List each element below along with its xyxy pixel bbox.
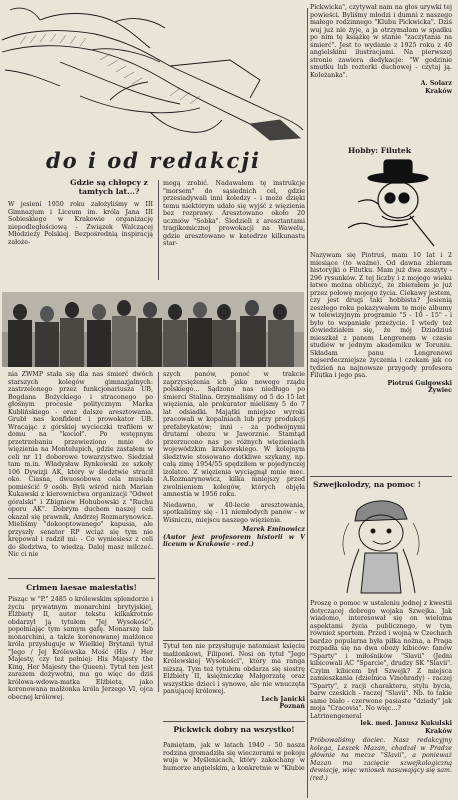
szwejk-headline: Szwejkolodzy, na pomoc !	[313, 480, 421, 489]
crimen-text: Pisząc w "P." 2485 o królewskim splendorze i życiu prywatnym monarchini brytyjskiej, Elżbiety II, autor tekstu kilkakrotnie obdarzył ją tytułem "Jej Wysokość", popełniając tym samym gafę. Monarszę lub monarchini, a także koronowanej małżonce króla przysługuje w Wielkiej Brytanii tytuł "Jego / Jej Królewska Mość (His / Her Majesty, czy też pełniej: His Majesty the King, Her Majesty the Queen). Tytuł ten jest zarazem dożywotni, ma go więc do dziś królowa-wdowa-matka Elżbieta, jako koronowana małżonka króla Jerzego VI, ojca obecnej królowej.	[8, 596, 153, 701]
szwejk-reply: Próbowaliśmy dociec. Nasz redakcyjny kolega, Leszek Mazan, chadzał w Pradze głównie na mecze "Slavii", a ponieważ Mazan ma zacięcie szwejkologiczną dewiację, więc wniosek nasuwający się sam.(red.)	[310, 737, 452, 782]
szwejk-signature: lek. med. Janusz Kukulski	[360, 720, 452, 727]
filutek-letter-city: Żywiec	[428, 387, 452, 394]
group-photo	[2, 292, 304, 367]
boys-letter-headline: Gdzie są chłopcy z tamtych lat...?	[70, 178, 148, 196]
boys-letter-signature: Marek Eminowicz	[242, 526, 305, 533]
pickwick-dobry-headline: Pickwick dobry na wszystko!	[173, 725, 295, 734]
szwejk-text: Proszę o pomoc w ustaleniu jednej z kwestii dotyczącej dobrego wojaka Szwejka. Jak wiadomo, interesował się on wieloma aspektami życia publicznego, w tym również sportem. Przed i wojną w Czechach bardzo popularna była piłka nożna, a Praga rozpadła się na dwa obozy kibiców: fanów "Sparty" i miłośników "Slavii" (Jedni kibicowali AC "Sparcie", drudzy SK "Slavii". Czyim kibicem był Szwejk? Z miejsca zamieszkania (dzielnica Vinohrady) - raczej "Sparty", z racji charakteru, stylu bycia, barw czeskich - raczej "Slavii". Nb. to takie same biało - czerwone pasiaste "dziady" jak moja "Cracovia". No więc...?	[310, 600, 452, 712]
szwejk-signature-lead: Latrinengeneral	[310, 712, 362, 720]
section-title: do i od redakcji	[46, 148, 261, 173]
boys-letter-column-left	[8, 201, 153, 246]
crimen-letter	[8, 596, 153, 701]
szwejk-sketch	[335, 493, 427, 595]
crimen-text-right: Tytuł ten nie przysługuje natomiast księciu małżonkowi, Filipowi. Nosi on tytuł "Jego Królewskiej Wysokości", który ma ranga niższą. Tym też tytułem obdarza się siostrę Elżbiety II, księżniczkę Małgorzatę oraz wszystkie dzieci i synowe, ale nie wnuczęta panującej królowej.	[163, 643, 305, 695]
boys-letter-text-left: W jesieni 1950 roku założyliśmy w III Gimnazjum i Liceum im. króla Jana III Sobieskiego w Krakowie organizację niepodległościową - Związek Walczącej Młodzieży Polskiej. Bezpośrednią inspiracją założe-	[8, 201, 153, 246]
pickwick-letter-city: Kraków	[425, 87, 452, 95]
pickwick-letter-signature: A. Solarz	[420, 80, 452, 87]
szwejk-city: Kraków	[425, 727, 452, 735]
crimen-headline: Crimen laesae maiestatis!	[26, 583, 137, 592]
filutek-headline: Hobby: Filutek	[348, 146, 412, 155]
boys-letter-column-left-2	[8, 371, 153, 559]
boys-letter-text-right: mogą zrobić. Nadawałem tę instrukcje "morsem" do sąsiednich cel, gdzie przesiadywali inni koledzy - i może dzięki temu niektórym udało się wyjść z więzienia bez rozprawy. Aresztowano około 20 uczniów "Sobka". Śledzieli z aresztantami tragikomicznej prowokacji na Wawelu, gdzie aresztowano w katedrze kilkunastu star-	[163, 180, 305, 247]
boys-letter-text-below-right2: Niedawno, w 40-lecie aresztowania, spotkaliśmy się - 11 niemłodych panów - w Wiśniczu, miejscu naszego więzienia.	[163, 501, 305, 524]
boys-letter-column-right-2	[163, 371, 305, 549]
boys-letter-text-below-right: szych panów, ponoć w trakcie zaprzysiężenia ich jako nowego rządu polskiego... Sądzono nas niedługo po śmierci Stalina. Orzymaliśmy od 5 do 15 lat więzienia, ale prokurator mieliśmy 5 do 7 lat odsiadki. Majątki mniejsze wyroki pracowali w kopalniach lub przy produkcji prefabrykatów; inni - za podwójnymi drutami obozu w Jaworznie. Stamtąd przerzucono nas po różnych więzieniach wojewódzkim krakowskiego. W kolejnym śledztwie stosowano dotkliwe szykany, np. całą zimę 1954/55 spędziłem w pojedynczej izolatce. Z więzienia wyciągnął mnie mec. A.Rozmarynowicz, kilka mniejszy przed zwolnieniem kolegów, których objęła amnestia w 1956 roku.	[163, 371, 305, 498]
crimen-city: Poznań	[279, 703, 305, 710]
boys-letter-note: (Autor jest profesorem historii w V liceum w Krakowie - red.)	[163, 533, 305, 548]
filutek-letter-text: Nazywam się Piotruś, mam 10 lat i 2 miesiące (to ważne). Od dawna zbieram historyjki o Filutku. Mam już dwa zeszyty - 296 rysunków. Z tej liczby i z mojego wieku łatwo można obliczyć, że zbierałem je już przez połowę mojego życia. Ciekawy jestem, czy jest drugi taki hobbista? Jesienią zeszłego roku pokazywałem te moje albumy w telewizyjnym programie "5 - 10 - 15" - i było to wspaniałe przeżycie. I wtedy też dowiedziałem się, że mój Dziadziuś mieszkał z panem Lengrenem w czasie studiów w jednym akademiku w Toruniu. Składam panu Lengrenowi najserdeczniejsze życzenia i czekam jak co tydzień na najnowsze przygody profesora Filutka i jego psa.	[310, 252, 452, 379]
crimen-letter-continued	[163, 643, 305, 711]
pickwick-letter-text: Pickwicka", czytywał nam na głos urywki tej powieści. Byliśmy młodzi i dumni z naszego małego rodzinnego "Klubu Pickwicka". Dziś wuj już nie żyje, a ja otrzymałam w spadku po nim tę książkę w stanie "zaczytania na śmierć". Jest to wydanie z 1925 roku z 40 angielskimi ilustracjami. Na pierwszej stronie zawiera dedykacje: "W godzinie smutku lub rozterki duchowej - czytaj ją. Koleżanka".	[310, 4, 452, 79]
crimen-signature: Lech Janicki	[261, 695, 305, 703]
filutek-letter-signature: Piotruś Gulgowski	[387, 379, 452, 387]
boys-letter-text-below-left: nia ZWMP stała się dla nas śmierć dwóch starszych kolegów gimnazjalnych: zastrzelonego przez funkcjonariusza UB, Bogdana Bożyckiego i straconego po głośnym procesie politycznym Marka Kublińskiego - oraz dalsze aresztowania. Grubł nas konfident i prowokator UB. Wracając z górskiej wycieczki trafiłem w domu na "kocioł". Po wstępnym przetrzebaniu przewieziono mnie do więzienia na Montelupich, gdzie zastałem w celi nr 11 doborowe towarzystwo. Siedział tam m.in. Władysław Rynkowski ze szkoły 106 Dywizji AK, który w śledztwie stracił oko. Ciasna, dwuosobowa cela musiała pomieścić 9 osób. Byli wśród nich Marian Kukawski z kierownictwa organizacji "Odwet góralski" i Zbigniew Hohubowski z "Ruchu oporu AK". Dobrym duchem naszej celi okazał się prawnik, Andrzej Rozmarynowicz. Mieliśmy "dokooptowanego" kapusia, ale przyszły senator RP wciąż się tym nie krępował i radził mi: - Co wyniesiesz z celi do śledztwa, to wiedzą. Dalej masz milczeć. Nic ci nie	[8, 371, 153, 558]
hand-pen-illustration	[0, 0, 305, 142]
pickwick-dobry-text: Pamiętam, jak w latach 1940 - 50 nasza rodzina gromadziła się wieczorami w pokoju wuja w Myślenicach, który zakochany w humorze angielskim, a konkretnie w "Klubie	[163, 742, 306, 772]
pickwick-letter-continuation	[310, 4, 452, 95]
pickwick-dobry-letter	[163, 742, 305, 772]
boys-letter-column-right	[163, 180, 305, 248]
filutek-cartoon	[338, 158, 442, 250]
szwejk-letter	[310, 600, 452, 782]
filutek-letter	[310, 252, 452, 395]
